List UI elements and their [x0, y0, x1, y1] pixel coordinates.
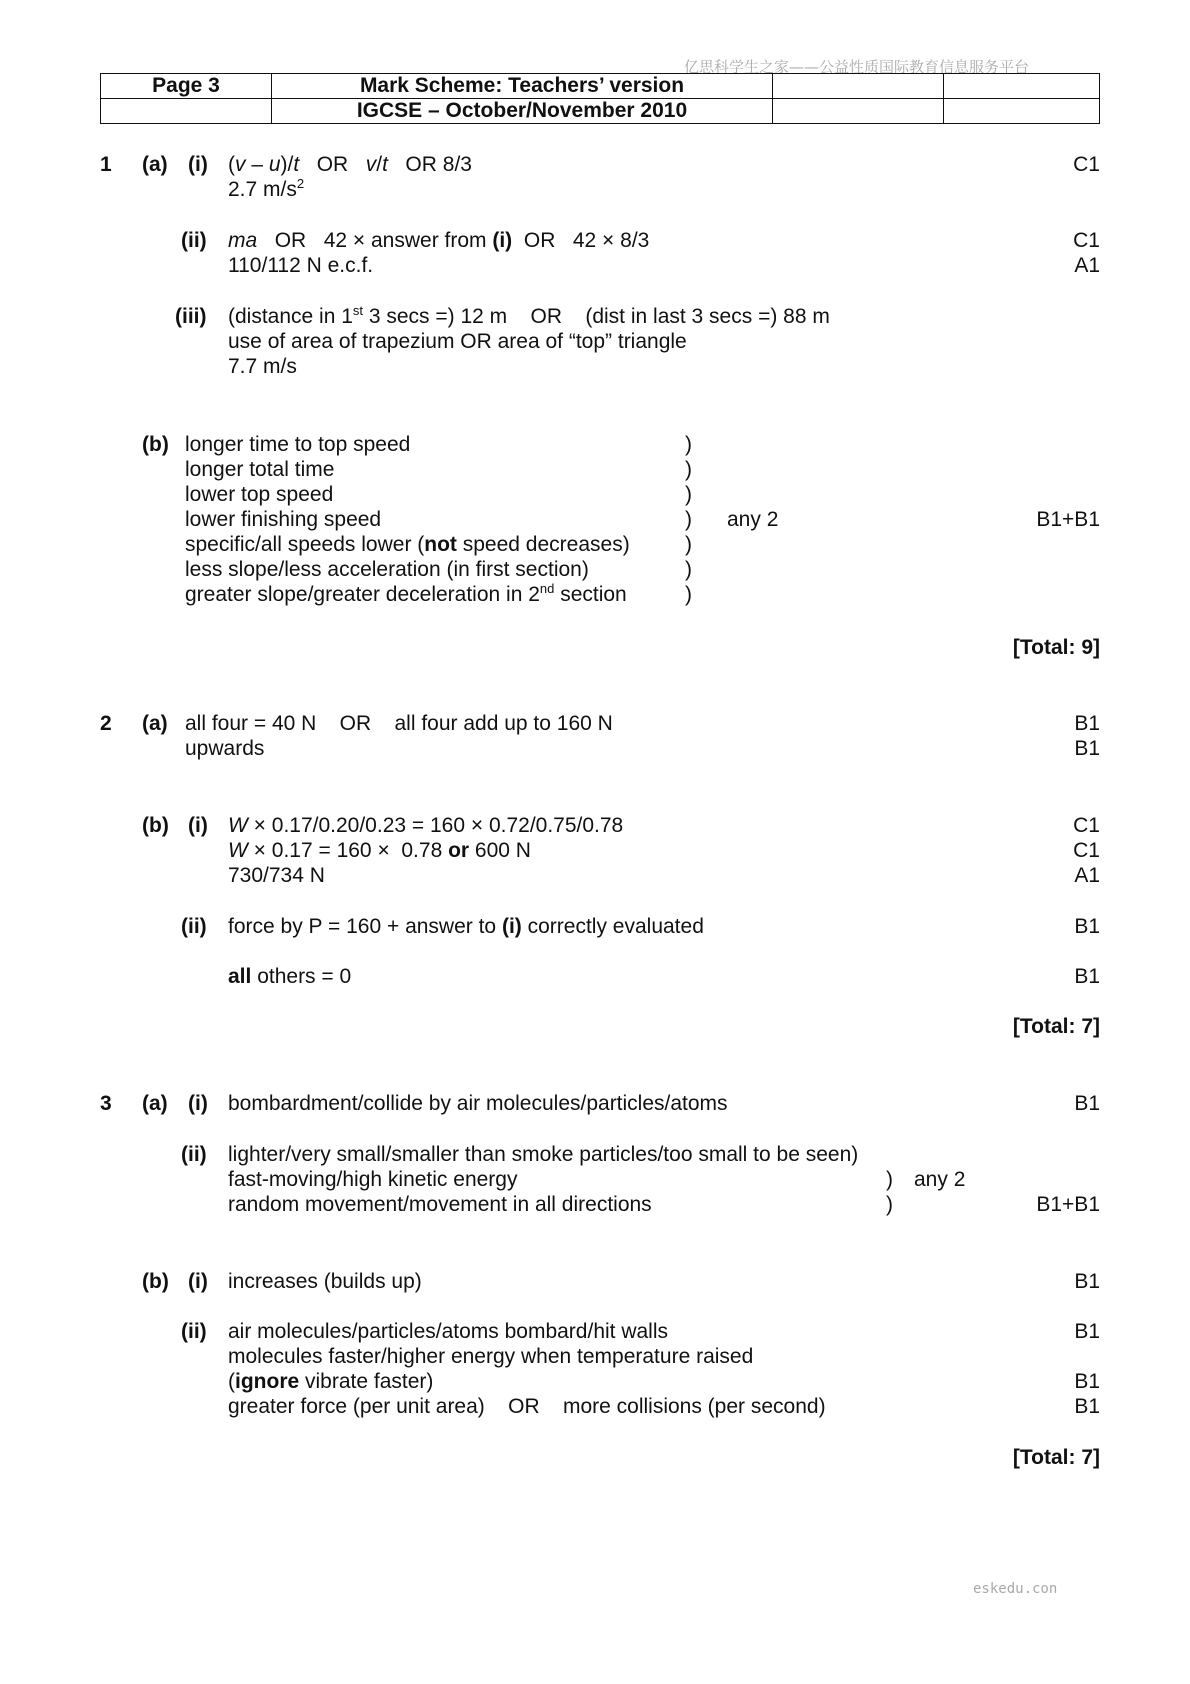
- mark: B1: [1074, 915, 1100, 938]
- answer-line: (distance in 1st 3 secs =) 12 m OR (dist in last 3 secs =) 88 m: [228, 303, 830, 328]
- answer-line: lower top speed: [185, 483, 334, 506]
- question-number: 3: [100, 1092, 112, 1115]
- part-label: (a): [142, 153, 168, 176]
- mark: B1: [1074, 1395, 1100, 1418]
- answer-line: force by P = 160 + answer to (i) correctly evaluated: [228, 915, 704, 938]
- answer-line: (ignore vibrate faster): [228, 1370, 434, 1393]
- header-empty-cell: [773, 99, 944, 124]
- question-number: 2: [100, 712, 112, 735]
- answer-line: ma OR 42 × answer from (i) OR 42 × 8/3: [228, 229, 650, 252]
- answer-line: greater force (per unit area) OR more collisions (per second): [228, 1395, 826, 1418]
- answer-line: all others = 0: [228, 965, 352, 988]
- mark: B1: [1074, 712, 1100, 735]
- any-note: any 2: [727, 508, 779, 531]
- question-total: [Total: 7]: [1012, 1015, 1100, 1038]
- mark: C1: [1073, 153, 1100, 176]
- bracket: ): [685, 483, 692, 506]
- answer-line: upwards: [185, 737, 265, 760]
- subpart-label: (ii): [181, 1143, 207, 1166]
- subpart-label: (iii): [175, 305, 207, 328]
- bracket: ): [685, 458, 692, 481]
- answer-line: W × 0.17/0.20/0.23 = 160 × 0.72/0.75/0.78: [228, 814, 624, 837]
- mark: C1: [1073, 229, 1100, 252]
- answer-line: (v – u)/t OR v/t OR 8/3: [228, 153, 472, 176]
- answer-line: increases (builds up): [228, 1270, 422, 1293]
- bracket: ): [685, 533, 692, 556]
- mark: C1: [1073, 814, 1100, 837]
- answer-line: 2.7 $m/s^2$: [228, 176, 305, 201]
- answer-line: less slope/less acceleration (in first section): [185, 558, 589, 581]
- answer-line: fast-moving/high kinetic energy: [228, 1168, 518, 1191]
- answer-line: greater slope/greater deceleration in 2nd section: [185, 581, 627, 606]
- answer-line: longer total time: [185, 458, 335, 481]
- subpart-label: (i): [188, 814, 208, 837]
- mark: C1: [1073, 839, 1100, 862]
- mark: B1: [1074, 1092, 1100, 1115]
- exam-session: IGCSE – October/November 2010: [272, 99, 773, 124]
- question-total: [Total: 9]: [1012, 636, 1100, 659]
- bracket: ): [685, 508, 692, 531]
- part-label: (b): [142, 814, 169, 837]
- part-label: (b): [142, 1270, 169, 1293]
- answer-line: lighter/very small/smaller than smoke particles/too small to be seen): [228, 1143, 859, 1166]
- header-empty-cell: [773, 74, 944, 99]
- subpart-label: (i): [188, 1092, 208, 1115]
- answer-line: 7.7 m/s: [228, 355, 297, 378]
- subpart-label: (i): [188, 1270, 208, 1293]
- mark: B1: [1074, 965, 1100, 988]
- mark: B1+B1: [1036, 1193, 1100, 1216]
- mark: B1+B1: [1036, 508, 1100, 531]
- subpart-label: (i): [188, 153, 208, 176]
- mark: B1: [1074, 1270, 1100, 1293]
- mark: B1: [1074, 1370, 1100, 1393]
- part-label: (b): [142, 433, 169, 456]
- mark: B1: [1074, 1320, 1100, 1343]
- answer-line: W × 0.17 = 160 × 0.78 or 600 N: [228, 839, 531, 862]
- answer-line: all four = 40 N OR all four add up to 160 N: [185, 712, 613, 735]
- bracket: ): [886, 1193, 893, 1216]
- answer-line: 730/734 N: [228, 864, 325, 887]
- question-number: 1: [100, 153, 112, 176]
- part-label: (a): [142, 712, 168, 735]
- answer-line: random movement/movement in all directions: [228, 1193, 652, 1216]
- header-table: [100, 73, 1100, 124]
- mark: A1: [1074, 864, 1100, 887]
- answer-line: molecules faster/higher energy when temperature raised: [228, 1345, 754, 1368]
- page-number: Page 3: [101, 74, 272, 99]
- header-empty-cell: [944, 74, 1100, 99]
- answer-line: lower finishing speed: [185, 508, 382, 531]
- subpart-label: (ii): [181, 1320, 207, 1343]
- answer-line: air molecules/particles/atoms bombard/hit walls: [228, 1320, 669, 1343]
- any-note: any 2: [914, 1168, 966, 1191]
- part-label: (a): [142, 1092, 168, 1115]
- answer-line: specific/all speeds lower (not speed decreases): [185, 533, 630, 556]
- watermark-header: 亿思科学生之家——公益性质国际教育信息服务平台: [684, 58, 1030, 76]
- bracket: ): [685, 558, 692, 581]
- bracket: ): [886, 1168, 893, 1191]
- bracket: ): [685, 433, 692, 456]
- answer-line: use of area of trapezium OR area of “top” triangle: [228, 330, 687, 353]
- header-empty-cell: [101, 99, 272, 124]
- answer-line: 110/112 N e.c.f.: [228, 254, 374, 277]
- answer-line: bombardment/collide by air molecules/particles/atoms: [228, 1092, 728, 1115]
- header-empty-cell: [944, 99, 1100, 124]
- question-total: [Total: 7]: [1012, 1446, 1100, 1469]
- page-title: Mark Scheme: Teachers’ version: [272, 74, 773, 99]
- subpart-label: (ii): [181, 915, 207, 938]
- mark: B1: [1074, 737, 1100, 760]
- watermark-footer: eskedu.con: [973, 1581, 1058, 1597]
- mark: A1: [1074, 254, 1100, 277]
- answer-line: longer time to top speed: [185, 433, 411, 456]
- bracket: ): [685, 583, 692, 606]
- subpart-label: (ii): [181, 229, 207, 252]
